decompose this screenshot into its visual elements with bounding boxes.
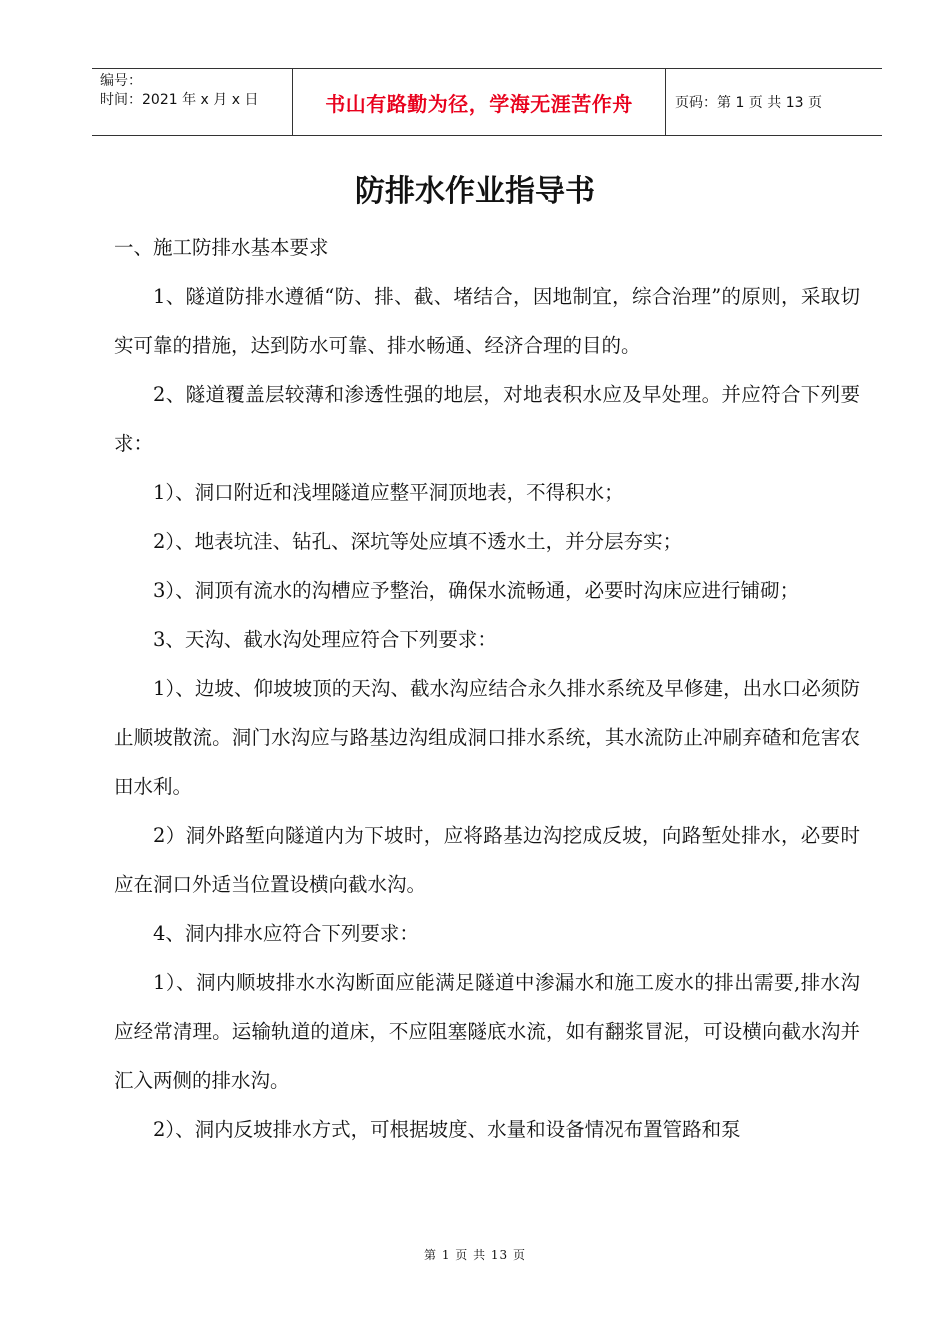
page-header [92,68,882,136]
header-motto-cell [293,69,666,135]
paragraph: 2）洞外路堑向隧道内为下坡时，应将路基边沟挖成反坡，向路堑处排水，必要时应在洞口外适当位置设横向截水沟。 [114,824,860,896]
paragraph: 1）、边坡、仰坡坡顶的天沟、截水沟应结合永久排水系统及早修建，出水口必须防止顺坡散流。洞门水沟应与路基边沟组成洞口排水系统，其水流防止冲刷弃碴和危害农田水利。 [114,677,860,798]
paragraph: 2）、洞内反坡排水方式，可根据坡度、水量和设备情况布置管路和泵 [153,1118,741,1141]
document-number-label: 编号： [100,73,142,89]
paragraph: 3）、洞顶有流水的沟槽应予整治，确保水流畅通，必要时沟床应进行铺砌； [153,579,800,602]
document-date-label: 时间：2021 年 x 月 x 日 [100,92,259,108]
page-footer-number: 第 1 页 共 13 页 [424,1248,526,1262]
paragraph: 2、隧道覆盖层较薄和渗透性强的地层，对地表积水应及早处理。并应符合下列要求： [114,383,860,455]
document-title: 防排水作业指导书 [355,174,595,209]
header-info-cell [92,69,293,135]
paragraph: 1、隧道防排水遵循“防、排、截、堵结合，因地制宜，综合治理”的原则，采取切实可靠的措施，达到防水可靠、排水畅通、经济合理的目的。 [114,285,860,357]
paragraph: 1）、洞口附近和浅埋隧道应整平洞顶地表，不得积水； [153,481,624,504]
header-motto: 书山有路勤为径，学海无涯苦作舟 [325,91,633,116]
paragraph: 2）、地表坑洼、钻孔、深坑等处应填不透水土，并分层夯实； [153,530,683,553]
section-heading: 一、施工防排水基本要求 [114,236,329,259]
paragraph: 3、天沟、截水沟处理应符合下列要求： [153,628,497,651]
paragraph: 4、洞内排水应符合下列要求： [153,922,419,945]
paragraph: 1）、洞内顺坡排水水沟断面应能满足隧道中渗漏水和施工废水的排出需要,排水沟应经常清理。运输轨道的道床，不应阻塞隧底水流，如有翻浆冒泥，可设横向截水沟并汇入两侧的排水沟。 [114,971,860,1092]
document-body [114,223,860,1154]
header-page-label: 页码：第 1 页 共 13 页 [675,95,822,111]
header-page-cell [666,69,882,135]
